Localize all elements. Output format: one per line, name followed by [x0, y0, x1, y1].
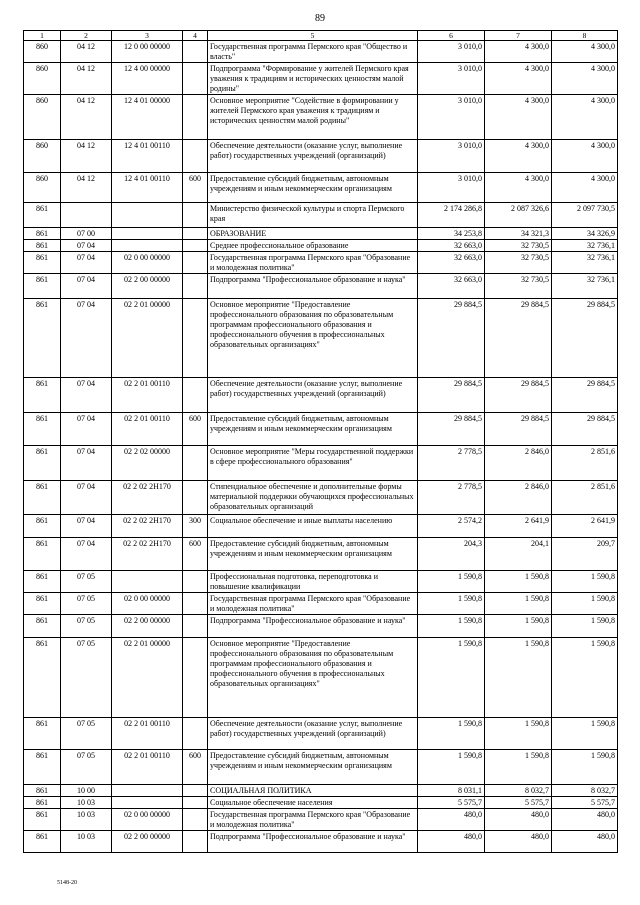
expense-type-code [183, 95, 208, 140]
table-row [24, 274, 618, 299]
amount-year-3: 209,7 [552, 538, 618, 571]
item-name: СОЦИАЛЬНАЯ ПОЛИТИКА [208, 785, 418, 797]
ministry-code: 860 [24, 63, 61, 95]
ministry-code: 861 [24, 378, 61, 413]
section-code: 07 05 [61, 571, 112, 593]
amount-year-2: 29 884,5 [485, 299, 552, 378]
ministry-code: 860 [24, 41, 61, 63]
ministry-code: 860 [24, 95, 61, 140]
amount-year-2: 2 641,9 [485, 515, 552, 538]
target-article-code: 02 2 01 00000 [112, 638, 183, 718]
amount-year-3: 29 884,5 [552, 299, 618, 378]
expense-type-code [183, 140, 208, 173]
section-code: 07 04 [61, 481, 112, 515]
item-name: Обеспечение деятельности (оказание услуг, выполнение работ) государственных учреждений (организаций) [208, 718, 418, 750]
amount-year-3: 4 300,0 [552, 95, 618, 140]
amount-year-1: 3 010,0 [418, 95, 485, 140]
ministry-code: 861 [24, 538, 61, 571]
item-name: Среднее профессиональное образование [208, 240, 418, 252]
table-row [24, 203, 618, 228]
amount-year-2: 2 846,0 [485, 481, 552, 515]
ministry-code: 861 [24, 809, 61, 831]
column-header: 4 [183, 31, 208, 41]
amount-year-3: 29 884,5 [552, 413, 618, 446]
column-header: 2 [61, 31, 112, 41]
amount-year-2: 29 884,5 [485, 378, 552, 413]
amount-year-2: 204,1 [485, 538, 552, 571]
ministry-code: 861 [24, 299, 61, 378]
target-article-code: 02 2 00 00000 [112, 274, 183, 299]
section-code: 07 00 [61, 228, 112, 240]
expense-type-code [183, 63, 208, 95]
table-row [24, 252, 618, 274]
section-code: 07 04 [61, 515, 112, 538]
table-row [24, 240, 618, 252]
amount-year-2: 1 590,8 [485, 571, 552, 593]
table-row [24, 615, 618, 638]
amount-year-1: 2 574,2 [418, 515, 485, 538]
amount-year-1: 1 590,8 [418, 750, 485, 785]
item-name: Подпрограмма "Профессиональное образование и наука" [208, 274, 418, 299]
amount-year-2: 1 590,8 [485, 718, 552, 750]
item-name: Предоставление субсидий бюджетным, автономным учреждениям и иным некоммерческим организациям [208, 750, 418, 785]
expense-type-code [183, 41, 208, 63]
expense-type-code [183, 228, 208, 240]
table-row [24, 638, 618, 718]
section-code: 07 05 [61, 638, 112, 718]
table-row [24, 95, 618, 140]
table-row [24, 173, 618, 203]
section-code: 07 05 [61, 593, 112, 615]
section-code: 07 05 [61, 615, 112, 638]
section-code: 07 04 [61, 240, 112, 252]
ministry-code: 860 [24, 173, 61, 203]
target-article-code: 02 0 00 00000 [112, 593, 183, 615]
amount-year-1: 1 590,8 [418, 571, 485, 593]
item-name: Обеспечение деятельности (оказание услуг, выполнение работ) государственных учреждений (организаций) [208, 378, 418, 413]
expense-type-code [183, 785, 208, 797]
target-article-code: 02 2 00 00000 [112, 831, 183, 853]
expense-type-code: 600 [183, 538, 208, 571]
amount-year-1: 8 031,1 [418, 785, 485, 797]
item-name: Основное мероприятие "Меры государственной поддержки в сфере профессионального образования" [208, 446, 418, 481]
amount-year-2: 8 032,7 [485, 785, 552, 797]
target-article-code [112, 797, 183, 809]
section-code: 04 12 [61, 41, 112, 63]
ministry-code: 861 [24, 571, 61, 593]
amount-year-3: 2 641,9 [552, 515, 618, 538]
expense-type-code: 600 [183, 750, 208, 785]
table-row [24, 797, 618, 809]
ministry-code: 861 [24, 785, 61, 797]
table-row [24, 718, 618, 750]
target-article-code: 02 2 00 00000 [112, 615, 183, 638]
amount-year-1: 32 663,0 [418, 240, 485, 252]
section-code: 10 00 [61, 785, 112, 797]
item-name: Подпрограмма "Профессиональное образование и наука" [208, 615, 418, 638]
ministry-code: 861 [24, 638, 61, 718]
target-article-code: 02 2 02 2Н170 [112, 538, 183, 571]
expense-type-code [183, 809, 208, 831]
amount-year-3: 1 590,8 [552, 718, 618, 750]
amount-year-1: 2 778,5 [418, 481, 485, 515]
item-name: Обеспечение деятельности (оказание услуг, выполнение работ) государственных учреждений (организаций) [208, 140, 418, 173]
item-name: Предоставление субсидий бюджетным, автономным учреждениям и иным некоммерческим организациям [208, 173, 418, 203]
target-article-code: 12 4 01 00110 [112, 173, 183, 203]
ministry-code: 861 [24, 615, 61, 638]
expense-type-code: 300 [183, 515, 208, 538]
item-name: Социальное обеспечение и иные выплаты населению [208, 515, 418, 538]
table-row [24, 593, 618, 615]
section-code: 07 04 [61, 274, 112, 299]
table-row [24, 378, 618, 413]
ministry-code: 861 [24, 750, 61, 785]
expense-type-code [183, 797, 208, 809]
ministry-code: 861 [24, 413, 61, 446]
target-article-code: 02 2 02 2Н170 [112, 515, 183, 538]
target-article-code: 02 2 01 00110 [112, 718, 183, 750]
expense-type-code [183, 571, 208, 593]
target-article-code: 02 2 01 00110 [112, 413, 183, 446]
ministry-code: 861 [24, 446, 61, 481]
amount-year-2: 4 300,0 [485, 63, 552, 95]
column-header: 8 [552, 31, 618, 41]
amount-year-2: 32 730,5 [485, 240, 552, 252]
footer-code: 5148-20 [57, 880, 77, 886]
target-article-code: 02 2 02 00000 [112, 446, 183, 481]
table-row [24, 831, 618, 853]
amount-year-2: 1 590,8 [485, 593, 552, 615]
target-article-code: 12 4 00 00000 [112, 63, 183, 95]
page-number: 89 [315, 13, 325, 24]
item-name: Подпрограмма "Профессиональное образование и наука" [208, 831, 418, 853]
section-code: 07 04 [61, 299, 112, 378]
table-row [24, 140, 618, 173]
ministry-code: 861 [24, 203, 61, 228]
amount-year-3: 4 300,0 [552, 41, 618, 63]
target-article-code: 12 0 00 00000 [112, 41, 183, 63]
item-name: Государственная программа Пермского края "Образование и молодежная политика" [208, 593, 418, 615]
expense-type-code [183, 831, 208, 853]
amount-year-2: 29 884,5 [485, 413, 552, 446]
ministry-code: 861 [24, 831, 61, 853]
amount-year-2: 4 300,0 [485, 173, 552, 203]
target-article-code [112, 203, 183, 228]
expense-type-code [183, 615, 208, 638]
expense-type-code [183, 378, 208, 413]
section-code: 07 05 [61, 718, 112, 750]
section-code: 07 04 [61, 413, 112, 446]
expense-type-code [183, 638, 208, 718]
table-row [24, 481, 618, 515]
expense-type-code [183, 274, 208, 299]
ministry-code: 861 [24, 797, 61, 809]
amount-year-3: 2 851,6 [552, 446, 618, 481]
amount-year-1: 32 663,0 [418, 252, 485, 274]
amount-year-1: 1 590,8 [418, 718, 485, 750]
section-code [61, 203, 112, 228]
target-article-code [112, 240, 183, 252]
target-article-code: 02 2 01 00000 [112, 299, 183, 378]
ministry-code: 861 [24, 593, 61, 615]
amount-year-1: 480,0 [418, 809, 485, 831]
table-row [24, 785, 618, 797]
amount-year-1: 1 590,8 [418, 638, 485, 718]
expense-type-code [183, 593, 208, 615]
expense-type-code [183, 203, 208, 228]
target-article-code [112, 785, 183, 797]
amount-year-2: 4 300,0 [485, 41, 552, 63]
item-name: Социальное обеспечение населения [208, 797, 418, 809]
target-article-code: 02 2 01 00110 [112, 750, 183, 785]
amount-year-2: 1 590,8 [485, 638, 552, 718]
amount-year-2: 2 087 326,6 [485, 203, 552, 228]
item-name: Предоставление субсидий бюджетным, автономным учреждениям и иным некоммерческим организациям [208, 413, 418, 446]
amount-year-3: 5 575,7 [552, 797, 618, 809]
section-code: 07 04 [61, 446, 112, 481]
amount-year-3: 1 590,8 [552, 750, 618, 785]
amount-year-2: 34 321,3 [485, 228, 552, 240]
amount-year-3: 1 590,8 [552, 593, 618, 615]
column-header: 6 [418, 31, 485, 41]
target-article-code: 02 2 01 00110 [112, 378, 183, 413]
header-row [24, 31, 618, 41]
section-code: 07 04 [61, 252, 112, 274]
amount-year-3: 4 300,0 [552, 140, 618, 173]
table-row [24, 538, 618, 571]
table-row [24, 299, 618, 378]
section-code: 04 12 [61, 140, 112, 173]
amount-year-1: 2 778,5 [418, 446, 485, 481]
target-article-code: 12 4 01 00110 [112, 140, 183, 173]
item-name: Подпрограмма "Формирование у жителей Пермского края уважения к традициям и исторических ценностям малой родины" [208, 63, 418, 95]
target-article-code [112, 228, 183, 240]
amount-year-1: 29 884,5 [418, 299, 485, 378]
amount-year-3: 8 032,7 [552, 785, 618, 797]
amount-year-2: 4 300,0 [485, 140, 552, 173]
table-row [24, 63, 618, 95]
amount-year-3: 2 097 730,5 [552, 203, 618, 228]
ministry-code: 861 [24, 252, 61, 274]
item-name: Государственная программа Пермского края "Общество и власть" [208, 41, 418, 63]
expense-type-code [183, 299, 208, 378]
section-code: 07 04 [61, 538, 112, 571]
item-name: Профессиональная подготовка, переподготовка и повышение квалификации [208, 571, 418, 593]
amount-year-1: 29 884,5 [418, 413, 485, 446]
amount-year-3: 34 326,9 [552, 228, 618, 240]
amount-year-3: 4 300,0 [552, 173, 618, 203]
amount-year-3: 480,0 [552, 809, 618, 831]
table-row [24, 228, 618, 240]
expense-type-code: 600 [183, 413, 208, 446]
amount-year-1: 3 010,0 [418, 63, 485, 95]
section-code: 07 04 [61, 378, 112, 413]
ministry-code: 861 [24, 274, 61, 299]
section-code: 04 12 [61, 95, 112, 140]
section-code: 04 12 [61, 63, 112, 95]
item-name: Предоставление субсидий бюджетным, автономным учреждениям и иным некоммерческим организациям [208, 538, 418, 571]
amount-year-2: 4 300,0 [485, 95, 552, 140]
ministry-code: 861 [24, 515, 61, 538]
table-row [24, 446, 618, 481]
amount-year-1: 34 253,8 [418, 228, 485, 240]
item-name: Основное мероприятие "Предоставление профессионального образования по образовательным программам профессионального образования и профессионального обучения в профессиональных образовательных организациях" [208, 299, 418, 378]
column-header: 3 [112, 31, 183, 41]
item-name: Стипендиальное обеспечение и дополнительные формы материальной поддержки обучающихся профессиональных образовательных организаций [208, 481, 418, 515]
amount-year-3: 29 884,5 [552, 378, 618, 413]
item-name: Основное мероприятие "Содействие в формировании у жителей Пермского края уважения к традициям и исторических ценностям малой родины" [208, 95, 418, 140]
amount-year-1: 1 590,8 [418, 615, 485, 638]
amount-year-1: 204,3 [418, 538, 485, 571]
amount-year-1: 3 010,0 [418, 173, 485, 203]
amount-year-3: 32 736,1 [552, 252, 618, 274]
expense-type-code [183, 481, 208, 515]
ministry-code: 860 [24, 140, 61, 173]
table-row [24, 413, 618, 446]
target-article-code: 12 4 01 00000 [112, 95, 183, 140]
item-name: Основное мероприятие "Предоставление профессионального образования по образовательным программам профессионального образования и профессионального обучения в профессиональных образовательных организациях" [208, 638, 418, 718]
column-header: 1 [24, 31, 61, 41]
amount-year-1: 1 590,8 [418, 593, 485, 615]
table-row [24, 571, 618, 593]
amount-year-3: 1 590,8 [552, 615, 618, 638]
amount-year-2: 1 590,8 [485, 615, 552, 638]
table-row [24, 515, 618, 538]
target-article-code [112, 571, 183, 593]
ministry-code: 861 [24, 240, 61, 252]
budget-table [23, 30, 618, 853]
ministry-code: 861 [24, 718, 61, 750]
ministry-code: 861 [24, 228, 61, 240]
amount-year-2: 2 846,0 [485, 446, 552, 481]
target-article-code: 02 0 00 00000 [112, 252, 183, 274]
section-code: 07 05 [61, 750, 112, 785]
column-header: 7 [485, 31, 552, 41]
amount-year-3: 2 851,6 [552, 481, 618, 515]
item-name: Государственная программа Пермского края "Образование и молодежная политика" [208, 809, 418, 831]
section-code: 10 03 [61, 809, 112, 831]
item-name: Государственная программа Пермского края "Образование и молодежная политика" [208, 252, 418, 274]
amount-year-2: 32 730,5 [485, 274, 552, 299]
section-code: 04 12 [61, 173, 112, 203]
amount-year-1: 5 575,7 [418, 797, 485, 809]
section-code: 10 03 [61, 831, 112, 853]
table-row [24, 809, 618, 831]
item-name: Министерство физической культуры и спорта Пермского края [208, 203, 418, 228]
expense-type-code [183, 446, 208, 481]
column-header: 5 [208, 31, 418, 41]
amount-year-2: 1 590,8 [485, 750, 552, 785]
amount-year-1: 3 010,0 [418, 41, 485, 63]
table-row [24, 750, 618, 785]
amount-year-1: 2 174 286,8 [418, 203, 485, 228]
table-row [24, 41, 618, 63]
expense-type-code: 600 [183, 173, 208, 203]
amount-year-3: 1 590,8 [552, 571, 618, 593]
expense-type-code [183, 718, 208, 750]
amount-year-3: 32 736,1 [552, 274, 618, 299]
expense-type-code [183, 252, 208, 274]
amount-year-3: 4 300,0 [552, 63, 618, 95]
target-article-code: 02 2 02 2Н170 [112, 481, 183, 515]
expense-type-code [183, 240, 208, 252]
amount-year-2: 32 730,5 [485, 252, 552, 274]
section-code: 10 03 [61, 797, 112, 809]
amount-year-3: 32 736,1 [552, 240, 618, 252]
amount-year-2: 5 575,7 [485, 797, 552, 809]
amount-year-1: 3 010,0 [418, 140, 485, 173]
amount-year-3: 1 590,8 [552, 638, 618, 718]
amount-year-3: 480,0 [552, 831, 618, 853]
item-name: ОБРАЗОВАНИЕ [208, 228, 418, 240]
amount-year-1: 480,0 [418, 831, 485, 853]
amount-year-2: 480,0 [485, 809, 552, 831]
target-article-code: 02 0 00 00000 [112, 809, 183, 831]
amount-year-1: 29 884,5 [418, 378, 485, 413]
amount-year-2: 480,0 [485, 831, 552, 853]
amount-year-1: 32 663,0 [418, 274, 485, 299]
ministry-code: 861 [24, 481, 61, 515]
